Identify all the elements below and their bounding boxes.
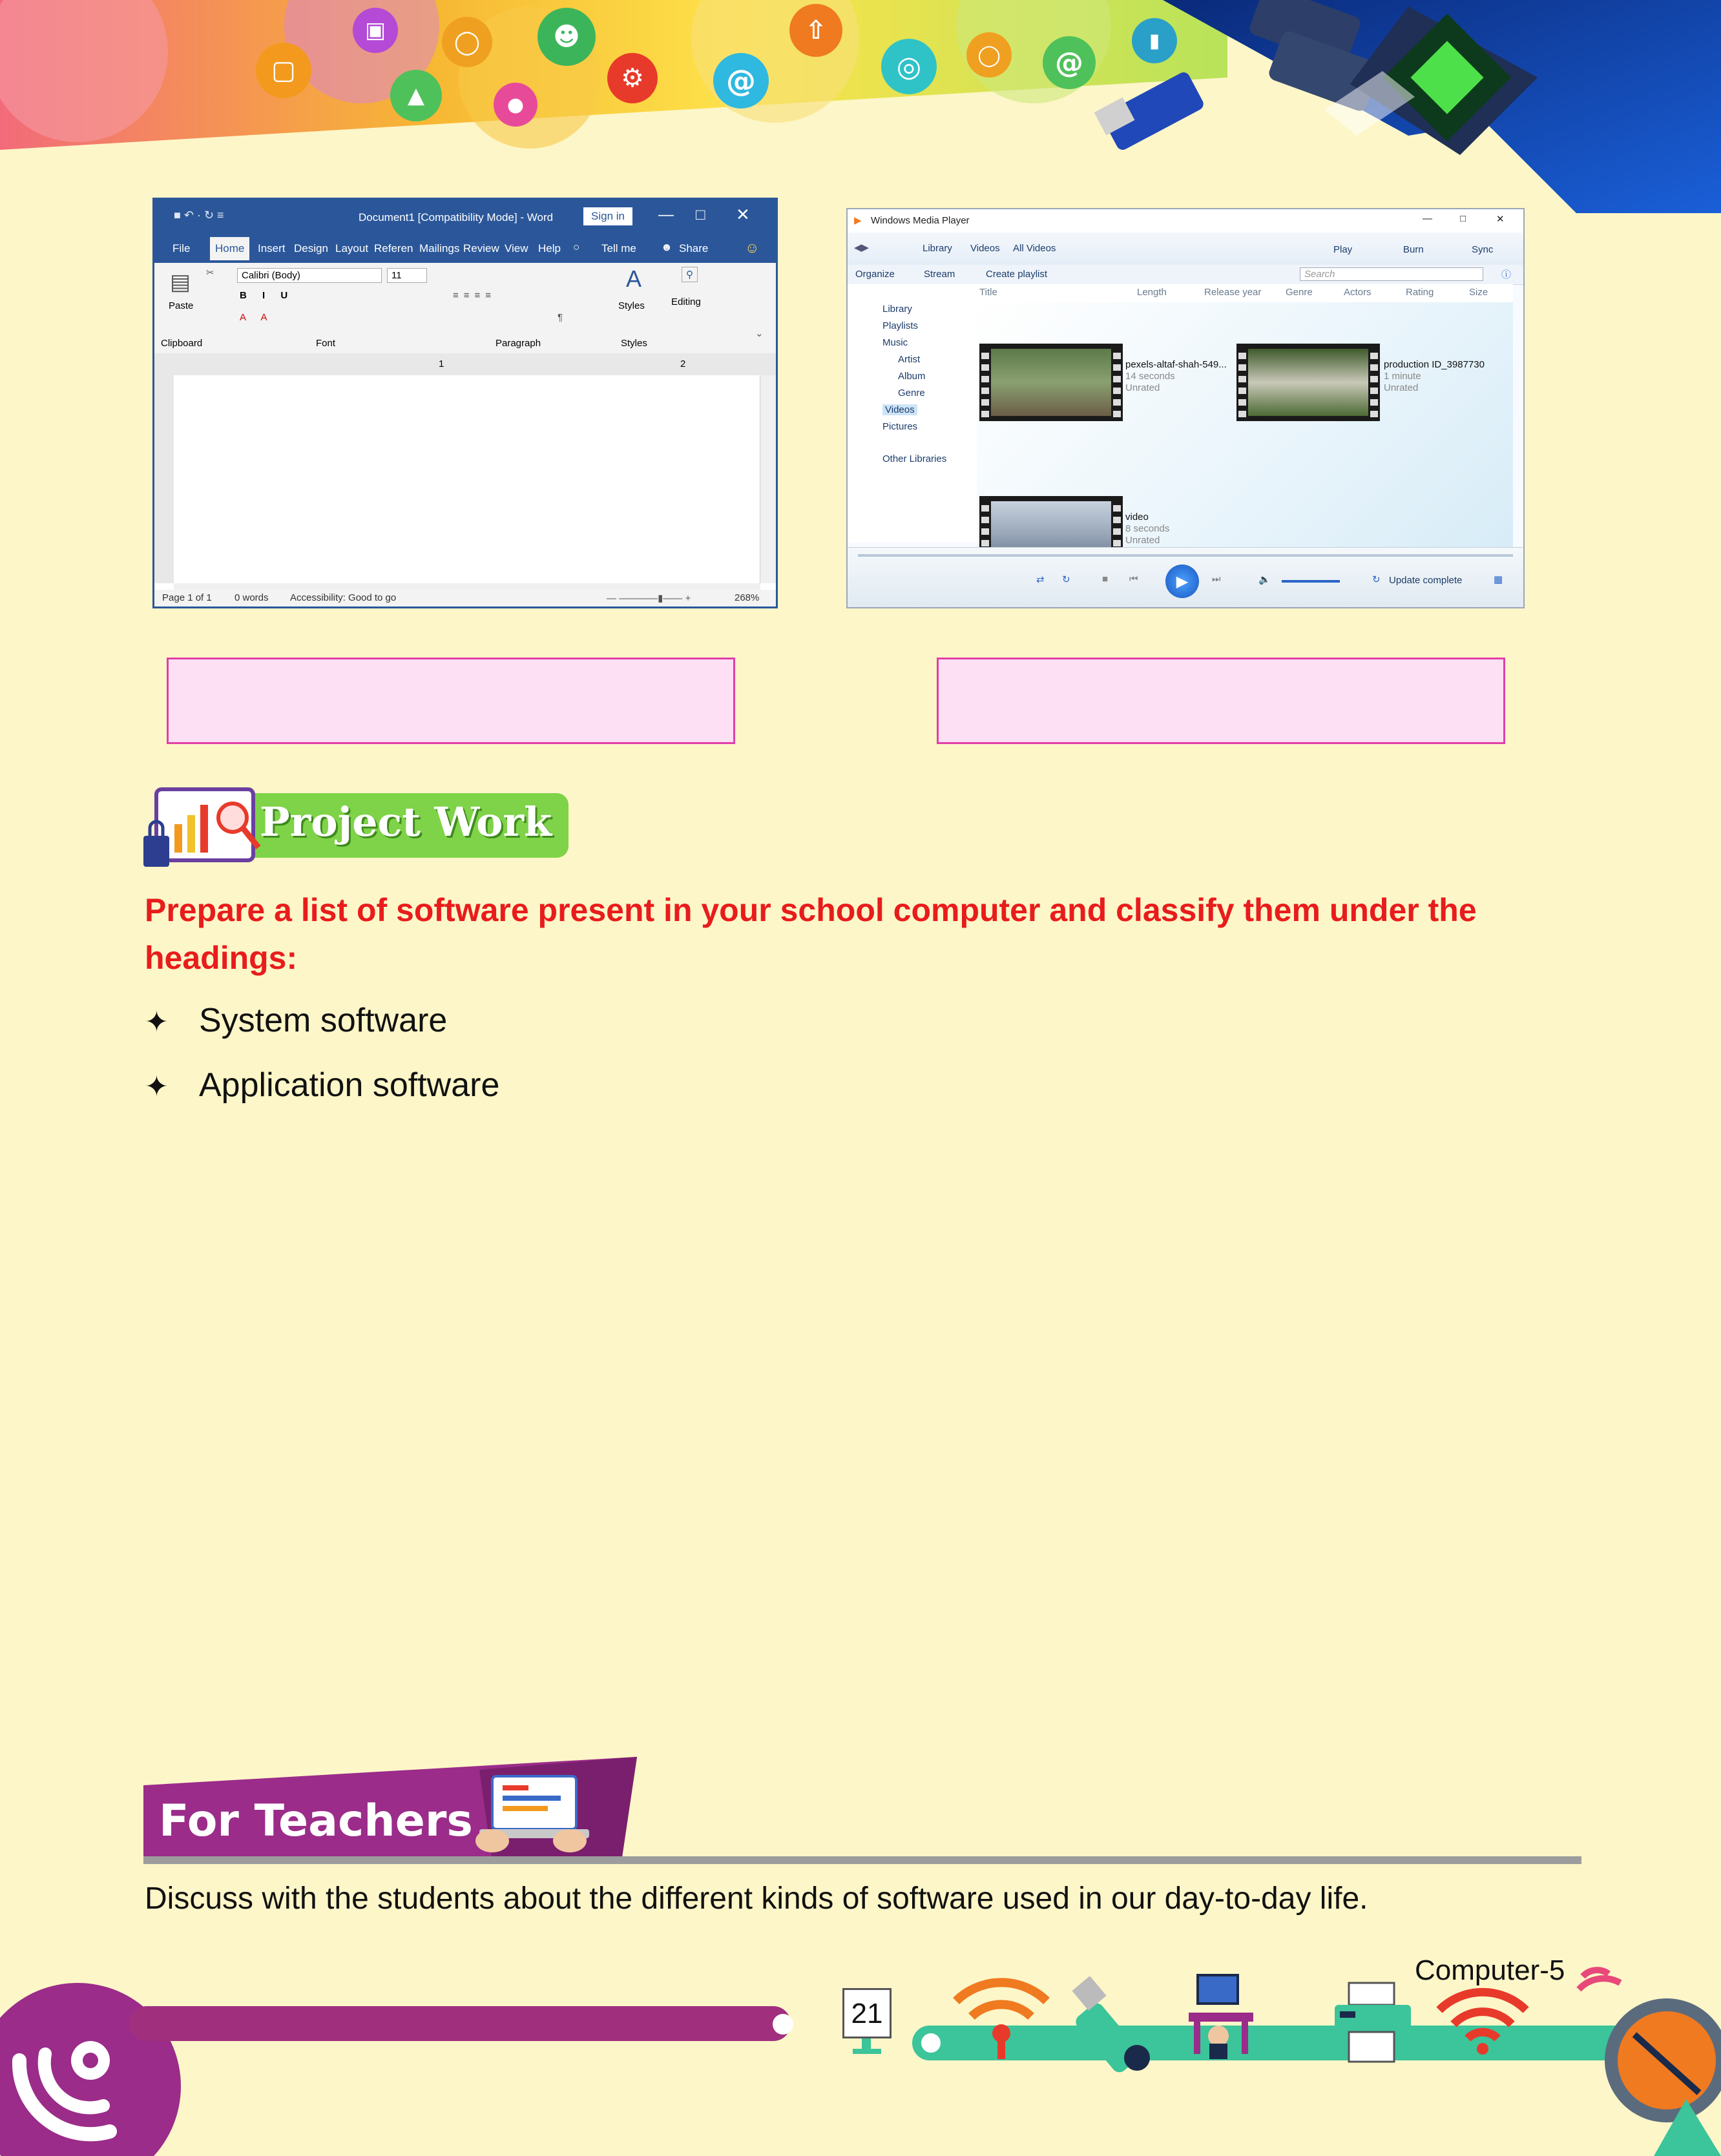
printer-icon (1331, 1980, 1415, 2064)
footer-green-dot (921, 2033, 941, 2053)
col-size[interactable]: Size (1469, 287, 1488, 298)
stop-icon[interactable]: ■ (1102, 574, 1109, 585)
zoom-slider[interactable]: — ————▮—— + (607, 593, 691, 604)
word-signin-button[interactable]: Sign in (583, 207, 632, 225)
wmp-navigation-pane (848, 284, 977, 543)
wmp-column-headers (977, 284, 1513, 303)
at-icon-2: @ (1043, 36, 1096, 89)
mouse-icon-2: ◯ (966, 32, 1012, 78)
word-tab-home[interactable]: Home (210, 237, 249, 260)
repeat-icon[interactable]: ↻ (1062, 574, 1070, 585)
project-work-emblem-icon (142, 779, 271, 876)
gear-icon: ⚙ (607, 53, 658, 103)
group-clipboard: Clipboard (161, 338, 203, 349)
font-color-icons[interactable]: A A (240, 312, 274, 323)
list-item-label: Application software (199, 1066, 500, 1104)
wmp-status: Update complete (1389, 575, 1463, 586)
font-format-icons[interactable]: B I U (240, 290, 295, 301)
ruler-mark-2: 2 (680, 358, 686, 369)
nav-pictures[interactable]: Pictures (882, 421, 918, 432)
play-button[interactable]: ▶ (1165, 565, 1199, 598)
word-tab-references[interactable]: Referen (374, 242, 413, 254)
wmp-stream-menu[interactable]: Stream (924, 269, 955, 280)
status-accessibility[interactable]: Accessibility: Good to go (290, 592, 397, 603)
mouse-icon: ◯ (442, 17, 492, 67)
nav-playlists[interactable]: Playlists (882, 320, 919, 331)
ruler-mark-1: 1 (439, 358, 444, 369)
word-tab-help[interactable]: Help (538, 242, 561, 254)
status-page[interactable]: Page 1 of 1 (162, 592, 212, 603)
group-styles: Styles (621, 338, 647, 349)
footer-corner-logo-icon (0, 1964, 187, 2156)
answer-box-right[interactable] (937, 658, 1505, 744)
group-paragraph: Paragraph (495, 338, 541, 349)
for-teachers-divider (143, 1856, 1581, 1864)
seek-bar[interactable] (858, 554, 1513, 557)
video-1-length: 14 seconds (1125, 371, 1175, 382)
col-actors[interactable]: Actors (1344, 287, 1372, 298)
word-tab-view[interactable]: View (505, 242, 528, 254)
col-length[interactable]: Length (1137, 287, 1167, 298)
word-tab-layout[interactable]: Layout (335, 242, 369, 254)
at-icon: @ (713, 53, 769, 109)
volume-icon[interactable]: 🔈 (1258, 574, 1271, 585)
computer-desk-icon (1186, 1971, 1257, 2062)
video-2-title[interactable]: production ID_3987730 (1384, 359, 1485, 370)
word-ribbon-tabs (154, 236, 776, 263)
nav-other-libraries[interactable]: Other Libraries (882, 453, 947, 464)
list-item-system-software (145, 1001, 447, 1040)
wifi-icon (950, 1969, 1053, 2059)
wmp-tab-burn[interactable]: Burn (1403, 244, 1424, 255)
nav-album[interactable]: Album (898, 371, 926, 382)
video-3-length: 8 seconds (1125, 523, 1170, 534)
next-icon[interactable]: ⏭ (1212, 574, 1221, 585)
wmp-tab-play[interactable]: Play (1333, 244, 1353, 255)
word-document-canvas[interactable] (174, 375, 752, 583)
word-ruler (154, 353, 776, 375)
footer-purple-dot (773, 2014, 793, 2035)
volume-slider[interactable] (1282, 580, 1340, 583)
word-window-title: Document1 [Compatibility Mode] - Word (359, 211, 554, 223)
nav-videos[interactable]: Videos (882, 404, 917, 415)
wmp-nav-bar (848, 233, 1523, 265)
wmp-maximize-icon[interactable]: □ (1460, 213, 1466, 224)
wmp-title-bar (848, 209, 1523, 233)
wmp-search-input[interactable]: Search (1300, 267, 1483, 281)
word-quick-access-toolbar[interactable]: ■ ↶ · ↻ ≡ (174, 209, 224, 222)
nav-library[interactable]: Library (882, 304, 912, 315)
star-bullet-icon: ✦ (145, 1006, 169, 1039)
nav-artist[interactable]: Artist (898, 354, 921, 365)
video-thumbnail-1[interactable] (979, 344, 1123, 421)
satellite-dish-icon (1570, 1964, 1721, 2156)
word-tab-file[interactable]: File (172, 242, 191, 254)
editing-label[interactable]: Editing (671, 296, 701, 307)
project-work-label: Project Work (260, 798, 552, 845)
people-icon: ☻ (537, 8, 596, 66)
upload-icon: ⇧ (789, 4, 842, 57)
project-work-heading: Prepare a list of software present in your school computer and classify them under the headings: (145, 892, 1477, 976)
paragraph-align-icons[interactable]: ≡≡≡≡ (453, 290, 497, 301)
word-ribbon (154, 263, 776, 354)
crumb-all-videos[interactable]: All Videos (1013, 243, 1056, 254)
word-vertical-scrollbar[interactable] (760, 375, 776, 583)
video-2-length: 1 minute (1384, 371, 1421, 382)
crumb-library[interactable]: Library (923, 243, 952, 254)
video-3-title[interactable]: video (1125, 512, 1149, 523)
word-vertical-ruler (154, 375, 174, 583)
ribbon-collapse-icon[interactable]: ⌄ (755, 328, 764, 339)
video-3-rating: Unrated (1125, 535, 1160, 546)
list-item-label: System software (199, 1002, 448, 1039)
video-2-rating: Unrated (1384, 382, 1419, 393)
wmp-toolbar (848, 265, 1523, 285)
nav-music[interactable]: Music (882, 337, 908, 348)
word-title-bar (154, 200, 776, 236)
word-window-screenshot (152, 198, 778, 608)
wmp-window-title: Windows Media Player (871, 215, 970, 226)
chart-icon: ▲ (390, 70, 442, 121)
word-maximize-icon[interactable]: □ (696, 206, 705, 223)
word-tab-design[interactable]: Design (294, 242, 328, 254)
wmp-create-playlist[interactable]: Create playlist (986, 269, 1048, 280)
font-size-select[interactable]: 11 (387, 268, 427, 283)
styles-label[interactable]: Styles (618, 300, 645, 311)
lightbulb-icon: ○ (573, 241, 580, 253)
nav-genre[interactable]: Genre (898, 388, 925, 399)
person-icon: ☻ (661, 241, 673, 253)
font-name-select[interactable]: Calibri (Body) (237, 268, 382, 283)
pilcrow-icon[interactable]: ¶ (558, 312, 563, 323)
answer-box-left[interactable] (167, 658, 735, 744)
wmp-help-icon[interactable]: ⓘ (1501, 269, 1512, 280)
video-1-rating: Unrated (1125, 382, 1160, 393)
page-number: 21 (842, 1988, 892, 2038)
sync-status-icon: ↻ (1372, 574, 1381, 585)
wmp-player-controls (848, 547, 1523, 607)
wifi-icon-2 (1434, 1984, 1531, 2055)
switch-view-icon[interactable]: ▦ (1494, 574, 1503, 585)
wmp-close-icon[interactable]: ✕ (1496, 214, 1505, 225)
back-forward-icons[interactable]: ◀▶ (854, 242, 870, 253)
video-1-title[interactable]: pexels-altaf-shah-549... (1125, 359, 1227, 370)
styles-icon[interactable]: A (626, 265, 642, 292)
wmp-window-screenshot (846, 208, 1525, 608)
usb-icon (1072, 1976, 1156, 2073)
wmp-video-grid (977, 302, 1513, 549)
wmp-tab-sync[interactable]: Sync (1472, 244, 1494, 255)
for-teachers-label: For Teachers (159, 1796, 473, 1847)
wmp-minimize-icon[interactable]: — (1423, 213, 1432, 224)
star-bullet-icon: ✦ (145, 1070, 169, 1103)
list-item-application-software (145, 1066, 499, 1104)
page-number-base-icon (853, 2049, 881, 2054)
paste-icon[interactable]: ▤ (170, 270, 191, 295)
bar-chart-icon: ▮ (1132, 18, 1177, 63)
word-close-icon[interactable]: ✕ (736, 205, 750, 224)
word-tab-insert[interactable]: Insert (258, 242, 286, 254)
shuffle-icon[interactable]: ⇄ (1036, 574, 1045, 585)
paste-label[interactable]: Paste (169, 300, 194, 311)
word-status-bar (154, 590, 776, 606)
zoom-level[interactable]: 268% (735, 592, 760, 603)
word-tellme[interactable]: Tell me (601, 242, 636, 254)
folder-icon: ▣ (353, 8, 398, 53)
col-rating[interactable]: Rating (1406, 287, 1434, 298)
previous-icon[interactable]: ⏮ (1129, 574, 1138, 585)
monitor-icon: ▢ (256, 43, 311, 98)
search-icon[interactable]: ⚲ (682, 267, 698, 282)
footer-purple-bar (129, 2006, 791, 2041)
word-tab-mailings[interactable]: Mailings (419, 242, 460, 254)
col-release-year[interactable]: Release year (1204, 287, 1262, 298)
globe-icon: ◎ (881, 39, 937, 94)
col-genre[interactable]: Genre (1286, 287, 1313, 298)
col-title[interactable]: Title (979, 287, 997, 298)
group-font: Font (316, 338, 336, 349)
word-share-button[interactable]: Share (679, 242, 709, 254)
gamepad-icon: ● (494, 83, 537, 127)
book-name: Computer-5 (1415, 1954, 1565, 1986)
word-tab-review[interactable]: Review (463, 242, 499, 254)
wmp-organize-menu[interactable]: Organize (855, 269, 895, 280)
smiley-icon: ☺ (745, 240, 760, 256)
cut-icon[interactable]: ✂ (206, 267, 214, 278)
header-banner (0, 0, 1721, 213)
for-teachers-body: Discuss with the students about the different kinds of software used in our day-to-day life. (145, 1881, 1368, 1916)
video-thumbnail-2[interactable] (1236, 344, 1380, 421)
status-words[interactable]: 0 words (235, 592, 269, 603)
crumb-videos[interactable]: Videos (970, 243, 1000, 254)
word-minimize-icon[interactable]: — (658, 206, 674, 223)
wmp-logo-icon: ▶ (854, 215, 862, 226)
